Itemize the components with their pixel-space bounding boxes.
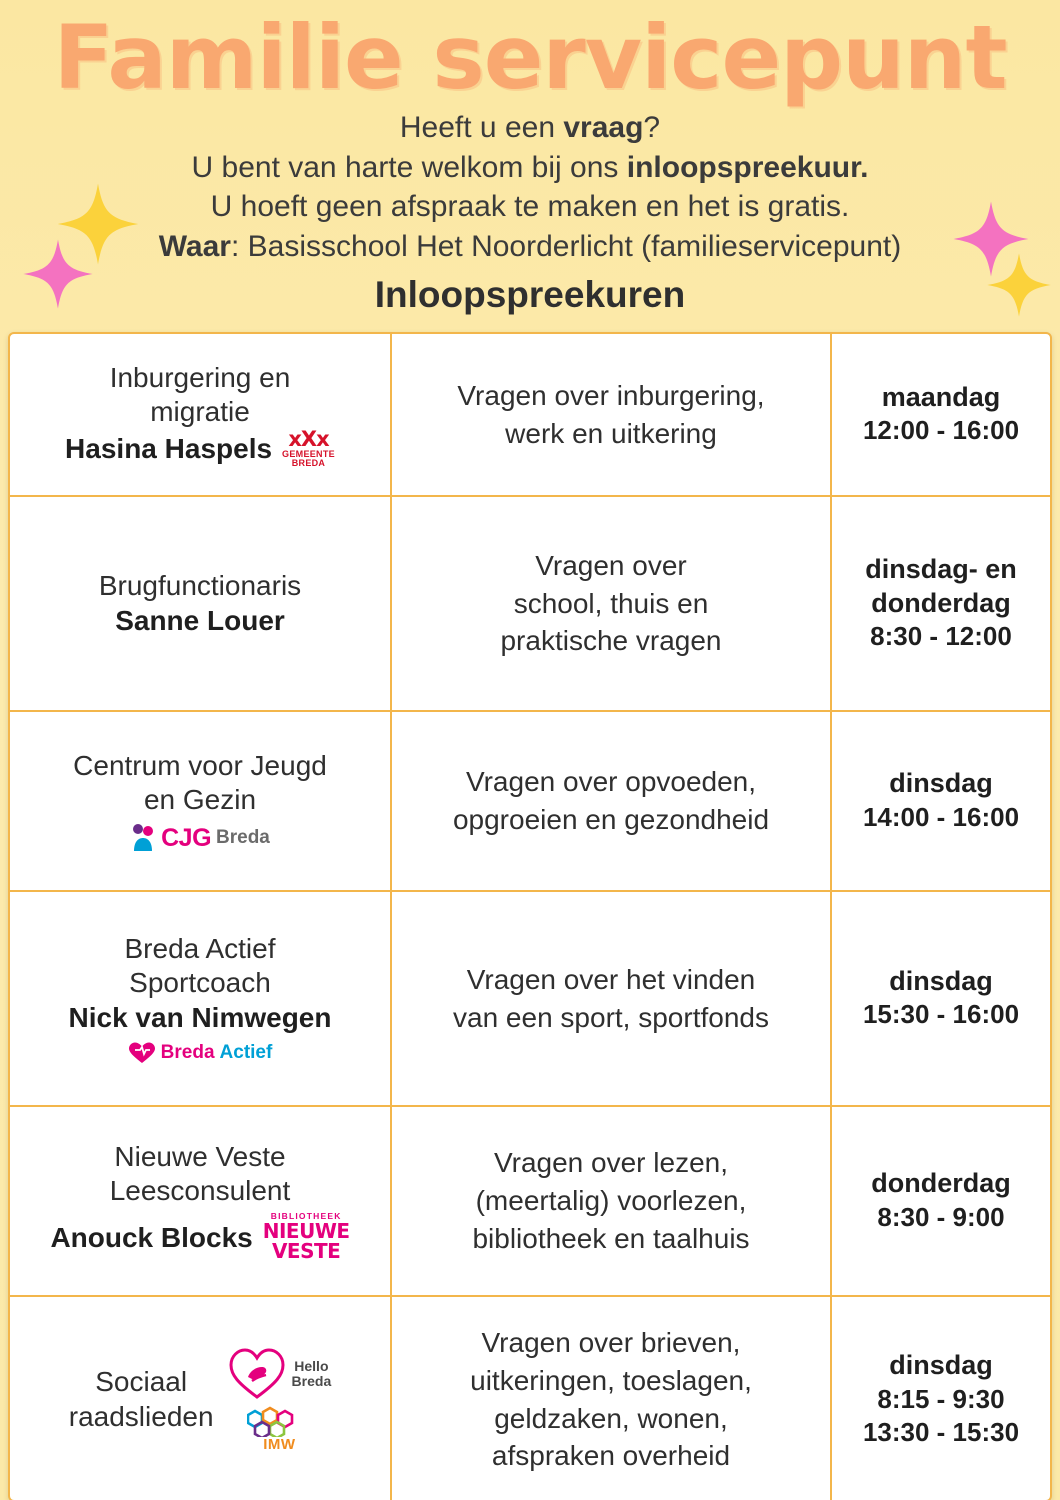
row-who — [10, 334, 392, 495]
table-row — [10, 1107, 1050, 1297]
row-when — [832, 712, 1050, 890]
time-label: 14:00 - 16:00 — [862, 801, 1020, 832]
nieuwe-veste-line2: VESTE — [271, 1239, 341, 1264]
intro-line-1-pre: Heeft u een — [399, 111, 564, 144]
topic-line: (meertalig) voorlezen, — [475, 1185, 747, 1217]
hello-breda-line1: Hello — [294, 1358, 329, 1375]
row-topic — [392, 1297, 832, 1500]
gemeente-breda-logo-icon — [282, 429, 335, 468]
row-who — [10, 892, 392, 1105]
topic-line: bibliotheek en taalhuis — [472, 1222, 750, 1254]
nieuwe-veste-kicker: BIBLIOTHEEK — [270, 1211, 342, 1222]
day-label: dinsdag — [889, 1349, 993, 1380]
row-when — [832, 1107, 1050, 1295]
section-title: Inloopspreekuren — [374, 274, 686, 316]
who-name: Hasina Haspels — [65, 433, 273, 465]
topic-line: afspraken overheid — [491, 1440, 731, 1472]
row-who — [10, 712, 392, 890]
topic-line: Vragen over brieven, — [481, 1326, 741, 1358]
day-label: donderdag — [871, 587, 1011, 618]
intro-line-4-post: : Basisschool Het Noorderlicht (familieservicepunt) — [230, 229, 902, 263]
gemeente-breda-line2: BREDA — [291, 458, 326, 469]
topic-line: school, thuis en — [513, 587, 709, 619]
table-row — [10, 712, 1050, 892]
who-line: Nieuwe Veste — [114, 1141, 286, 1173]
row-when — [832, 334, 1050, 495]
time-label: 15:30 - 16:00 — [862, 999, 1020, 1030]
page-title: Familie servicepunt — [53, 6, 1007, 109]
who-line: Brugfunctionaris — [98, 569, 302, 601]
day-label: dinsdag- en — [865, 553, 1017, 584]
nieuwe-veste-logo-icon — [262, 1211, 350, 1264]
gemeente-breda-line1: GEMEENTE — [282, 449, 335, 460]
row-topic — [392, 892, 832, 1105]
topic-line: uitkeringen, toeslagen, — [470, 1364, 752, 1396]
row-who — [10, 497, 392, 710]
row-when — [832, 497, 1050, 710]
time-label: 8:30 - 12:00 — [870, 621, 1012, 652]
intro-line-2-pre: U bent van harte welkom bij ons — [191, 150, 627, 184]
intro-line-4 — [0, 227, 1060, 267]
opening-hours-table — [8, 332, 1052, 1500]
heart-icon — [128, 1041, 156, 1065]
who-name: Anouck Blocks — [50, 1221, 253, 1253]
cjg-figure-icon — [130, 823, 156, 853]
row-topic — [392, 712, 832, 890]
who-name: Sanne Louer — [115, 605, 285, 637]
row-topic — [392, 1107, 832, 1295]
intro-line-1 — [0, 108, 1060, 148]
row-when — [832, 892, 1050, 1105]
intro-line-1-post: ? — [643, 111, 661, 144]
row-topic — [392, 497, 832, 710]
who-line: Inburgering en — [109, 361, 291, 393]
topic-line: opgroeien en gezondheid — [452, 804, 770, 835]
day-label: dinsdag — [889, 965, 993, 996]
table-row — [10, 497, 1050, 712]
topic-line: praktische vragen — [500, 625, 722, 657]
who-line: en Gezin — [143, 784, 257, 815]
intro-line-3: U hoeft geen afspraak te maken en het is gratis. — [210, 190, 850, 224]
topic-line: geldzaken, wonen, — [494, 1402, 728, 1434]
table-row — [10, 1297, 1050, 1500]
intro-line-1-bold: vraag — [563, 111, 644, 144]
who-line: raadslieden — [68, 1400, 214, 1432]
time-label: 8:15 - 9:30 — [877, 1383, 1005, 1414]
intro-line-2-bold: inloopspreekuur. — [626, 150, 869, 184]
cjg-breda-logo-icon — [130, 823, 270, 853]
breda-actief-logo-icon — [128, 1041, 273, 1065]
hello-breda-line2: Breda — [291, 1373, 332, 1389]
row-who — [10, 1107, 392, 1295]
day-label: maandag — [881, 381, 1001, 412]
topic-line: Vragen over inburgering, — [457, 379, 765, 411]
table-row — [10, 892, 1050, 1107]
who-line: Sportcoach — [129, 967, 271, 998]
cjg-mark: CJG — [161, 823, 212, 852]
day-label: dinsdag — [889, 768, 993, 799]
row-when — [832, 1297, 1050, 1500]
day-label: donderdag — [871, 1168, 1011, 1199]
who-line: Leesconsulent — [109, 1175, 291, 1207]
topic-line: Vragen over opvoeden, — [465, 766, 757, 798]
row-topic — [392, 334, 832, 495]
hello-breda-text — [292, 1359, 332, 1388]
nieuwe-veste-line1: NIEUWE — [262, 1219, 350, 1244]
intro-text — [0, 108, 1060, 266]
heart-hands-icon — [228, 1347, 286, 1401]
hello-breda-logo-icon — [228, 1347, 332, 1401]
who-line: Breda Actief — [124, 932, 276, 964]
row-who — [10, 1297, 392, 1500]
topic-line: Vragen over het vinden — [466, 963, 756, 995]
breda-actief-word2: Actief — [219, 1042, 273, 1064]
table-row — [10, 334, 1050, 497]
time-label: 12:00 - 16:00 — [862, 415, 1020, 446]
who-line: Centrum voor Jeugd — [73, 749, 327, 781]
topic-line: Vragen over — [535, 549, 687, 581]
topic-line: van een sport, sportfonds — [453, 1001, 769, 1033]
who-line: Sociaal — [95, 1366, 188, 1398]
imw-wordmark: IMW — [263, 1436, 296, 1453]
imw-logo-icon — [247, 1405, 311, 1452]
imw-hexagons-icon — [247, 1405, 311, 1437]
who-name: Nick van Nimwegen — [68, 1002, 332, 1034]
gemeente-breda-mark: xXx — [288, 427, 329, 452]
time-label: 8:30 - 9:00 — [877, 1201, 1005, 1232]
who-line: migratie — [150, 396, 250, 427]
intro-line-2 — [0, 148, 1060, 188]
time-label: 13:30 - 15:30 — [862, 1417, 1020, 1448]
breda-actief-word1: Breda — [160, 1042, 215, 1064]
intro-line-4-bold: Waar — [158, 229, 231, 263]
topic-line: Vragen over lezen, — [494, 1147, 728, 1179]
cjg-breda-word: Breda — [216, 827, 270, 849]
topic-line: werk en uitkering — [505, 417, 717, 449]
